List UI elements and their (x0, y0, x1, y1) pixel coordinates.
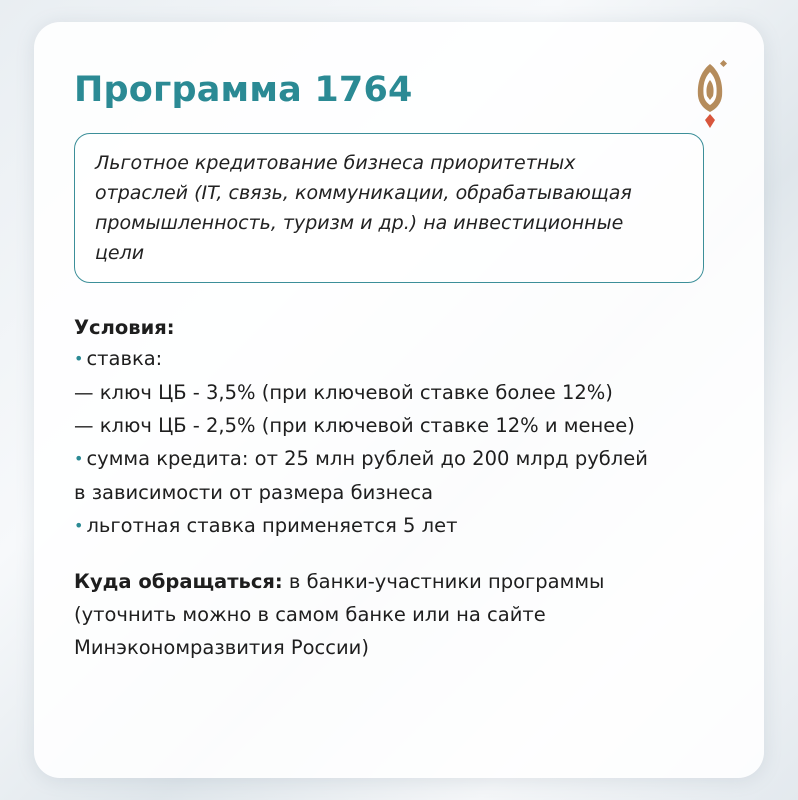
bullet-icon: • (74, 516, 84, 535)
condition-text: — ключ ЦБ - 3,5% (при ключевой ставке более 12%) (74, 381, 613, 404)
description-line: цели (95, 242, 145, 264)
info-card (34, 22, 764, 778)
condition-item (74, 376, 734, 409)
condition-text: в зависимости от размера бизнеса (74, 481, 434, 504)
condition-item (74, 509, 734, 543)
conditions-list (74, 342, 734, 543)
condition-text: льготная ставка применяется 5 лет (86, 514, 458, 537)
contact-label: Куда обращаться: (74, 570, 283, 593)
condition-item (74, 476, 734, 509)
description-line: Льготное кредитование бизнеса приоритетных (95, 152, 576, 174)
condition-text: — ключ ЦБ - 2,5% (при ключевой ставке 12% и менее) (74, 414, 635, 437)
contact-text: в банки-участники программы (288, 570, 605, 593)
page-title: Программа 1764 (74, 70, 413, 110)
rocket-pin-logo-icon (686, 58, 734, 130)
description-line: промышленность, туризм и др.) на инвестиционные (95, 212, 624, 234)
conditions-heading: Условия: (74, 316, 175, 339)
condition-item (74, 409, 734, 442)
program-description-box (74, 133, 704, 283)
bullet-icon: • (74, 349, 84, 368)
contact-line: Минэкономразвития России) (74, 636, 369, 659)
condition-text: сумма кредита: от 25 млн рублей до 200 млрд рублей (86, 447, 648, 470)
condition-item (74, 342, 734, 376)
condition-text: ставка: (86, 347, 163, 370)
contact-line (74, 565, 734, 598)
condition-item (74, 442, 734, 476)
contact-section (74, 565, 734, 664)
bullet-icon: • (74, 449, 84, 468)
description-line: отраслей (IT, связь, коммуникации, обрабатывающая (95, 182, 632, 204)
contact-line: (уточнить можно в самом банке или на сайте (74, 603, 546, 626)
